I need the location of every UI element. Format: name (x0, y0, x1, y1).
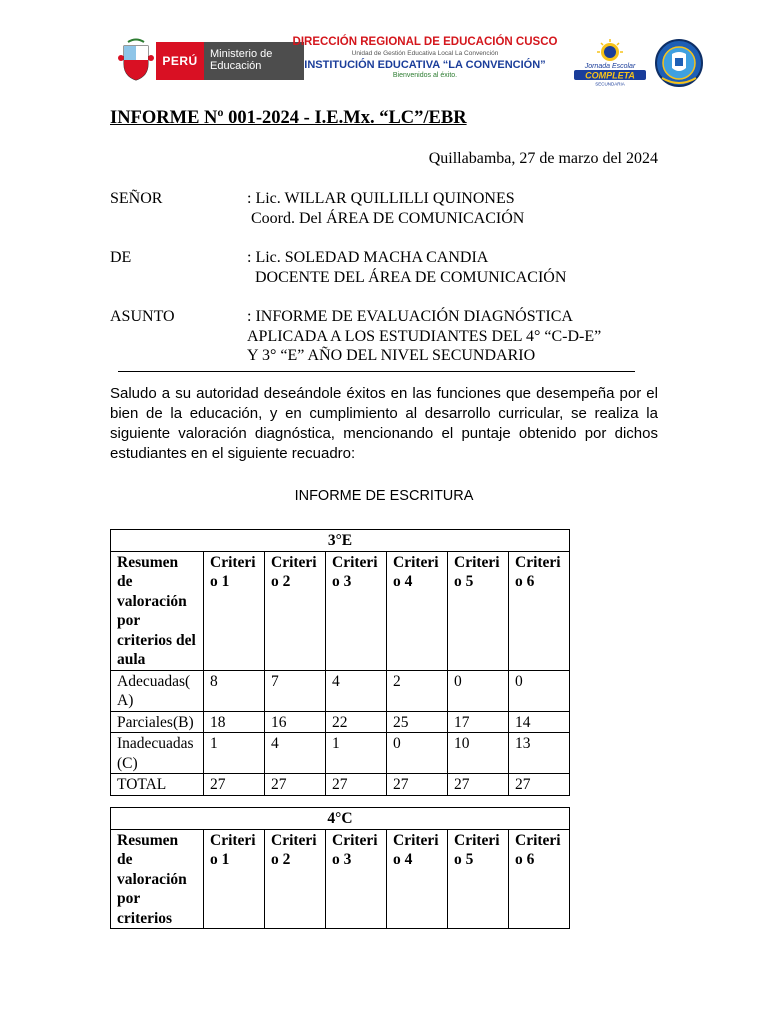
header-cell: Criteri o 6 (509, 829, 570, 929)
table-cell: 17 (448, 711, 509, 733)
header-cell: Criteri o 2 (265, 551, 326, 670)
table-cell: 14 (509, 711, 570, 733)
table-cell: TOTAL (111, 774, 204, 796)
header-cell: Criteri o 4 (387, 551, 448, 670)
table-row (111, 733, 570, 774)
table-cell: 4 (326, 670, 387, 711)
field-line: : Lic. SOLEDAD MACHA CANDIA (247, 249, 489, 266)
table-row (111, 670, 570, 711)
header-cell: Criteri o 2 (265, 829, 326, 929)
regional-direction: DIRECCIÓN REGIONAL DE EDUCACIÓN CUSCO (292, 36, 558, 48)
header-cell: Criteri o 6 (509, 551, 570, 670)
table-caption-row (111, 530, 570, 552)
table-cell: 22 (326, 711, 387, 733)
ministry-label: Ministerio de Educación (204, 42, 304, 80)
header-cell: Criteri o 5 (448, 551, 509, 670)
field-label: SEÑOR (110, 190, 163, 207)
jec-sub-text: SECUNDARIA (595, 81, 625, 86)
table-caption: 4°C (111, 808, 570, 830)
table-cell: 25 (387, 711, 448, 733)
header-cell: Resumen de valoración por criterios del aula (111, 551, 204, 670)
table-cell: Adecuadas( A) (111, 670, 204, 711)
table-cell: 8 (204, 670, 265, 711)
sun-icon (597, 39, 623, 61)
intro-paragraph: Saludo a su autoridad deseándole éxitos en las funciones que desempeña por el bien de la educación, y en cumplimiento al desarrollo curricular, se realiza la siguiente valoración diagnóstica, mencionando el puntaje obtenido por dichos estudiantes en el siguiente recuadro: (110, 385, 658, 462)
institution-header (282, 36, 568, 79)
results-table-3e (110, 529, 570, 796)
table-cell: 27 (509, 774, 570, 796)
school-seal-icon (654, 38, 704, 88)
header-cell: Criteri o 1 (204, 829, 265, 929)
separator-line (118, 371, 635, 372)
table-header-row (111, 829, 570, 929)
institution-name: INSTITUCIÓN EDUCATIVA “LA CONVENCIÓN” (304, 59, 546, 71)
letterhead (118, 36, 708, 88)
header-cell: Criteri o 3 (326, 551, 387, 670)
field-label: ASUNTO (110, 308, 175, 325)
table-cell: 0 (448, 670, 509, 711)
header-cell: Criteri o 4 (387, 829, 448, 929)
field-value (247, 307, 601, 366)
table-row (111, 774, 570, 796)
field-value (247, 248, 566, 287)
table-cell: 1 (204, 733, 265, 774)
field-value (247, 189, 524, 228)
table-header-row (111, 551, 570, 670)
field-line: APLICADA A LOS ESTUDIANTES DEL 4° “C-D-E” (247, 327, 602, 345)
header-cell: Resumen de valoración por criterios (111, 829, 204, 929)
table-cell: 27 (326, 774, 387, 796)
results-table-4c (110, 807, 570, 929)
table-cell: 16 (265, 711, 326, 733)
peru-coat-of-arms-icon (118, 38, 154, 82)
table-cell: 27 (448, 774, 509, 796)
table-cell: Inadecuadas (C) (111, 733, 204, 774)
field-line: : INFORME DE EVALUACIÓN DIAGNÓSTICA (247, 308, 573, 325)
header-cell: Criteri o 5 (448, 829, 509, 929)
table-cell: 0 (387, 733, 448, 774)
jec-main-text: COMPLETA (585, 70, 635, 81)
table-cell: 18 (204, 711, 265, 733)
table-cell: 27 (204, 774, 265, 796)
field-line: DOCENTE DEL ÁREA DE COMUNICACIÓN (247, 268, 567, 286)
jornada-escolar-completa-logo (568, 38, 652, 86)
report-date: Quillabamba, 27 de marzo del 2024 (428, 150, 658, 167)
field-line: Y 3° “E” AÑO DEL NIVEL SECUNDARIO (247, 347, 536, 364)
table-cell: 7 (265, 670, 326, 711)
table-cell: 13 (509, 733, 570, 774)
table-cell: 1 (326, 733, 387, 774)
table-cell: 27 (387, 774, 448, 796)
table-caption: 3°E (111, 530, 570, 552)
field-line: : Lic. WILLAR QUILLILLI QUINONES (247, 190, 515, 207)
header-cell: Criteri o 1 (204, 551, 265, 670)
field-line: Coord. Del ÁREA DE COMUNICACIÓN (247, 209, 525, 227)
table-cell: 27 (265, 774, 326, 796)
field-label: DE (110, 249, 132, 266)
ugel-name: Unidad de Gestión Educativa Local La Convención (351, 50, 499, 57)
table-row (111, 711, 570, 733)
table-cell: 2 (387, 670, 448, 711)
table-cell: 0 (509, 670, 570, 711)
header-cell: Criteri o 3 (326, 829, 387, 929)
table-caption-row (111, 808, 570, 830)
welcome-motto: Bienvenidos al éxito. (392, 72, 458, 79)
section-title: INFORME DE ESCRITURA (294, 488, 474, 504)
table-cell: 4 (265, 733, 326, 774)
table-cell: Parciales(B) (111, 711, 204, 733)
peru-label: PERÚ (156, 42, 204, 80)
table-cell: 10 (448, 733, 509, 774)
report-title: INFORME Nº 001-2024 - I.E.Mx. “LC”/EBR (110, 108, 467, 128)
jec-top-text: Jornada Escolar (584, 63, 636, 70)
